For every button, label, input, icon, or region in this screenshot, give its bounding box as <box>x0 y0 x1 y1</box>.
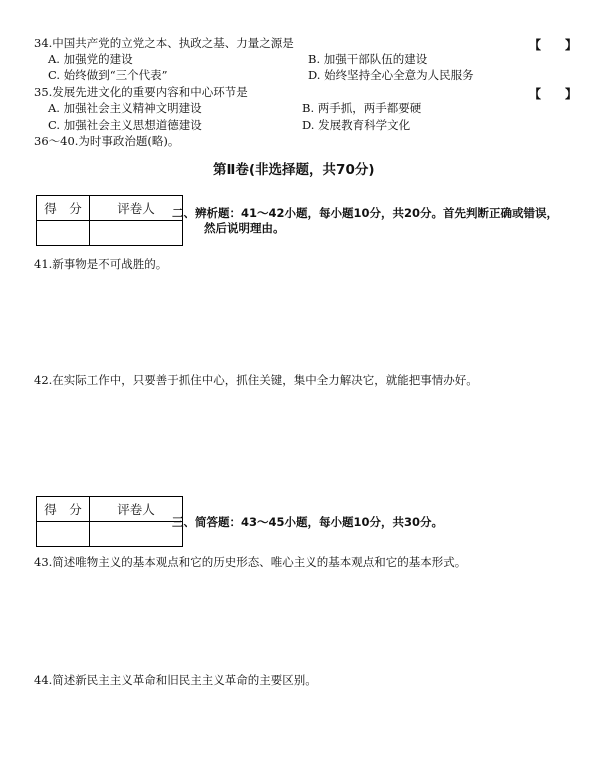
section3-heading: 三、简答题：43～45小题，每小题10分，共30分。 <box>172 515 444 529</box>
grader-label: 评卷人 <box>90 497 183 522</box>
score-cell[interactable] <box>37 221 90 246</box>
score-label: 得 分 <box>37 497 90 522</box>
score-cell[interactable] <box>37 522 90 547</box>
grader-cell[interactable] <box>90 221 183 246</box>
q44-text: 44.简述新民主主义革命和旧民主主义革命的主要区别。 <box>34 673 317 687</box>
q34-stem: 34.中国共产党的立党之本、执政之基、力量之源是 <box>34 36 294 50</box>
section2-heading: 二、辨析题：41～42小题，每小题10分，共20分。首先判断正确或错误， <box>172 206 559 220</box>
score-box <box>36 195 183 246</box>
q34-option-d: D. 始终坚持全心全意为人民服务 <box>308 68 474 82</box>
q34-option-c: C. 始终做到“三个代表” <box>48 68 168 82</box>
q35-option-d: D. 发展教育科学文化 <box>302 118 411 132</box>
q42-text: 42.在实际工作中，只要善于抓住中心，抓住关键，集中全力解决它，就能把事情办好。 <box>34 373 478 387</box>
q35-stem: 35.发展先进文化的重要内容和中心环节是 <box>34 85 248 99</box>
q35-option-c: C. 加强社会主义思想道德建设 <box>48 118 202 132</box>
q34-option-b: B. 加强干部队伍的建设 <box>308 52 428 66</box>
q35-answer-bracket: 【 】 <box>529 87 578 101</box>
q36-40-note: 36～40.为时事政治题(略)。 <box>34 134 180 148</box>
q34-answer-bracket: 【 】 <box>529 38 578 52</box>
q43-text: 43.简述唯物主义的基本观点和它的历史形态、唯心主义的基本观点和它的基本形式。 <box>34 555 467 569</box>
q41-text: 41.新事物是不可战胜的。 <box>34 257 168 271</box>
part2-title: 第Ⅱ卷(非选择题，共70分) <box>213 162 375 178</box>
grader-label: 评卷人 <box>90 196 183 221</box>
q35-option-a: A. 加强社会主义精神文明建设 <box>48 101 202 115</box>
grader-cell[interactable] <box>90 522 183 547</box>
score-label: 得 分 <box>37 196 90 221</box>
score-box <box>36 496 183 547</box>
q35-option-b: B. 两手抓，两手都要硬 <box>302 101 422 115</box>
q34-option-a: A. 加强党的建设 <box>48 52 133 66</box>
section2-heading-cont: 然后说明理由。 <box>204 221 285 235</box>
